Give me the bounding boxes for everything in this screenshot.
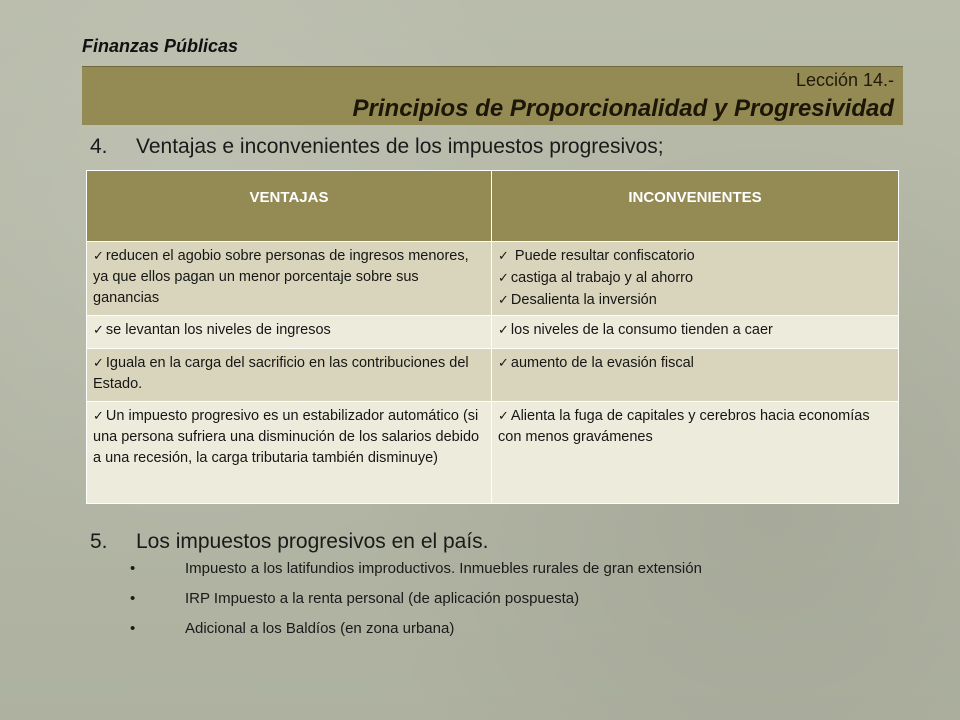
cell-text: Puede resultar confiscatorio [510, 248, 695, 264]
check-icon: ✓ [93, 248, 104, 263]
check-icon: ✓ [498, 248, 509, 263]
check-icon: ✓ [93, 355, 104, 370]
check-icon: ✓ [498, 270, 509, 285]
ventajas-cell [87, 316, 492, 349]
list-item-text: Impuesto a los latifundios improductivos. Inmuebles rurales de gran extensión [185, 560, 702, 577]
bullet-icon: • [130, 560, 136, 577]
check-icon: ✓ [498, 292, 509, 307]
cell-text: los niveles de la consumo tienden a caer [510, 322, 773, 338]
check-icon: ✓ [498, 408, 509, 423]
header-ventajas: VENTAJAS [87, 171, 492, 242]
table-row [87, 316, 899, 349]
cell-text: se levantan los niveles de ingresos [105, 322, 331, 338]
section-5-text: Los impuestos progresivos en el país. [136, 530, 489, 553]
table-header-row [87, 171, 899, 242]
ventajas-cell [87, 349, 492, 402]
section-5-number: 5. [90, 530, 108, 553]
check-icon: ✓ [93, 322, 104, 337]
check-icon: ✓ [498, 322, 509, 337]
check-icon: ✓ [498, 355, 509, 370]
slide-title: Principios de Proporcionalidad y Progresividad [352, 95, 894, 122]
section-4-heading [90, 135, 664, 159]
section-4-number: 4. [90, 135, 108, 158]
cell-text: castiga al trabajo y al ahorro [510, 270, 694, 286]
cell-text: reducen el agobio sobre personas de ingresos menores, ya que ellos pagan un menor porcentaje sobre sus ganancias [93, 248, 469, 306]
cell-text: Alienta la fuga de capitales y cerebros hacia economías con menos gravámenes [498, 408, 870, 445]
list-item-text: Adicional a los Baldíos (en zona urbana) [185, 620, 455, 637]
cell-text: aumento de la evasión fiscal [510, 355, 694, 371]
check-icon: ✓ [93, 408, 104, 423]
country-taxes-list [130, 560, 702, 650]
list-item [130, 620, 702, 637]
advantages-table [86, 170, 899, 504]
subject-label: Finanzas Públicas [82, 36, 239, 56]
lesson-number: Lección 14.- [795, 70, 894, 90]
cell-text: Iguala en la carga del sacrificio en las contribuciones del Estado. [93, 355, 469, 392]
header-inconvenientes: INCONVENIENTES [492, 171, 899, 242]
cell-text: Desalienta la inversión [510, 292, 657, 308]
ventajas-cell [87, 242, 492, 316]
section-5-heading [90, 530, 489, 554]
table-row [87, 349, 899, 402]
list-item-text: IRP Impuesto a la renta personal (de aplicación pospuesta) [185, 590, 580, 607]
inconvenientes-cell [492, 242, 899, 316]
list-item [130, 560, 702, 577]
bullet-icon: • [130, 590, 136, 607]
table-row [87, 402, 899, 504]
section-4-text: Ventajas e inconvenientes de los impuestos progresivos; [136, 135, 664, 158]
inconvenientes-cell [492, 402, 899, 504]
table-row [87, 242, 899, 316]
list-item [130, 590, 702, 607]
inconvenientes-cell [492, 349, 899, 402]
inconvenientes-cell [492, 316, 899, 349]
ventajas-cell [87, 402, 492, 504]
bullet-icon: • [130, 620, 136, 637]
cell-text: Un impuesto progresivo es un estabilizador automático (si una persona sufriera una disminución de los salarios debido a una recesión, la carga tributaria también disminuye) [93, 408, 480, 466]
title-bar [82, 66, 903, 125]
